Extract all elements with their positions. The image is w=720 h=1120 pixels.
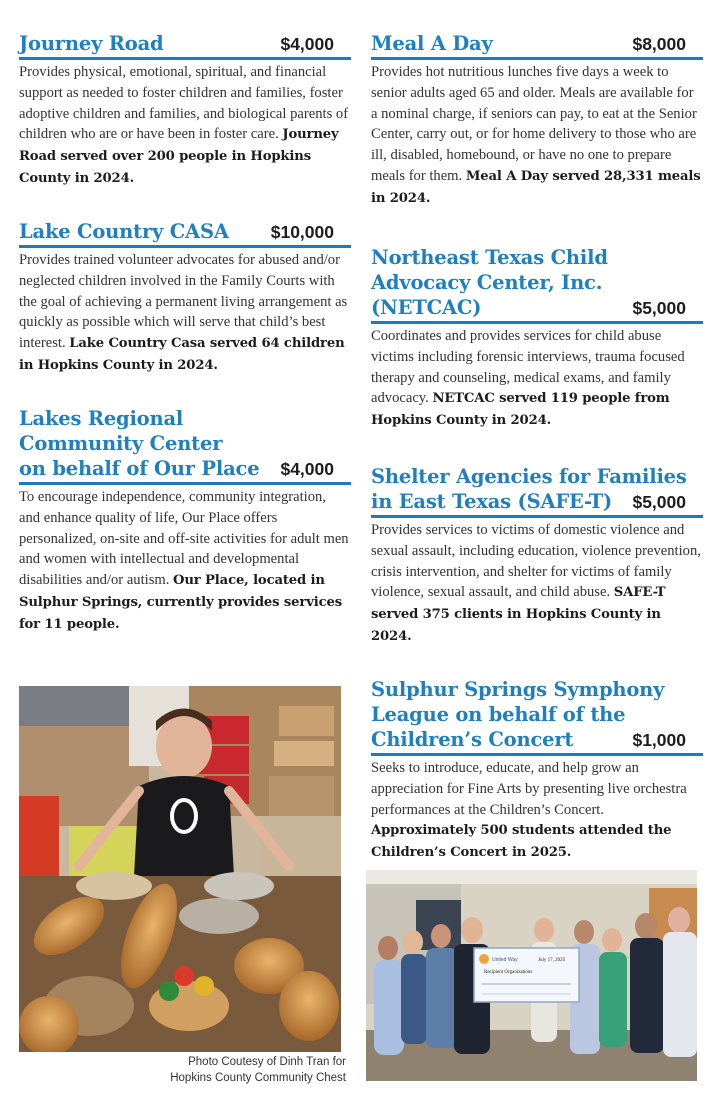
org-title: Shelter Agencies for Families in East Texas (SAFE-T) (371, 465, 687, 513)
grant-amount: $8,000 (632, 34, 686, 54)
grant-amount: $5,000 (632, 298, 686, 318)
org-title: Sulphur Springs Symphony League on behalf of the Children’s Concert (371, 678, 665, 751)
entry-lake-country-casa (19, 219, 351, 377)
impact-statement: Meal A Day served 28,331 meals in 2024. (371, 168, 701, 206)
photo-bread-donation (19, 686, 341, 1052)
entry-netcac (371, 245, 703, 432)
org-title: Northeast Texas Child Advocacy Center, Inc. (NETCAC) (371, 246, 608, 319)
impact-statement: Lake Country Casa served 64 children in Hopkins County in 2024. (19, 336, 345, 373)
check-logo: United Way (492, 957, 518, 963)
org-description (371, 62, 703, 210)
group-photo-illustration (366, 870, 697, 1081)
org-description (19, 487, 351, 636)
check-date: July 17, 2025 (538, 958, 566, 963)
description-text: Provides services to victims of domestic violence and sexual assault, including education, violence prevention, crisis intervention, and shelter for victims of family violence, sexual assault, and child abuse. (371, 522, 701, 601)
description-text: To encourage independence, community integration, and enhance quality of life, Our Place offers personalized, on-site and off-site activities for adult men and women with intellectual and developmental disabilities and/or autism. (19, 489, 349, 589)
description-text: Coordinates and provides services for child abuse victims including forensic interviews, trauma focused therapy and counseling, medical exams, and family advocacy. (371, 328, 685, 407)
caption-line: Hopkins County Community Chest (170, 1072, 346, 1084)
org-title: Lakes Regional Community Center on behalf of Our Place (19, 407, 260, 480)
bread-photo-illustration (19, 686, 341, 1052)
entry-header (19, 219, 351, 248)
entry-journey-road (19, 31, 351, 190)
org-description (371, 326, 703, 432)
photo-check-presentation (366, 870, 697, 1081)
entry-header (19, 31, 351, 60)
entry-header (371, 464, 703, 518)
org-description (19, 62, 351, 190)
org-description (371, 758, 703, 864)
impact-statement: NETCAC served 119 people from Hopkins County in 2024. (371, 391, 670, 429)
description-text: Provides hot nutritious lunches five days a week to senior adults aged 65 and older. Meals are available for a nominal charge, if seniors can pay, to eat at the Senior Center, carry out, or for home delivery to those who are ill, disabled, homebound, or have no one to prepare meals for them. (371, 64, 697, 184)
impact-statement: Journey Road served over 200 people in Hopkins County in 2024. (19, 127, 339, 186)
grant-amount: $10,000 (270, 222, 334, 242)
org-description (371, 520, 703, 648)
caption-line: Photo Coutesy of Dinh Tran for (188, 1056, 346, 1068)
entry-lakes-regional (19, 406, 351, 636)
entry-header (371, 31, 703, 60)
entry-meal-a-day (371, 31, 703, 210)
description-text: Provides physical, emotional, spiritual, and financial support as needed to foster children and families, foster adoptive children and families, and biological parents of children who are or have been in foster care. (19, 64, 349, 143)
grant-amount: $4,000 (280, 34, 334, 54)
big-check (474, 948, 579, 1002)
entry-symphony-league (371, 677, 703, 864)
entry-safe-t (371, 464, 703, 648)
entry-header (371, 677, 703, 756)
impact-statement: SAFE-T served 375 clients in Hopkins County in 2024. (371, 585, 666, 644)
impact-statement: Our Place, located in Sulphur Springs, currently provides services for 11 people. (19, 573, 342, 632)
photo-caption (46, 1054, 346, 1086)
description-text: Seeks to introduce, educate, and help grow an appreciation for Fine Arts by presenting live orchestra performances at the Children’s Concert. (371, 760, 687, 818)
org-title: Meal A Day (371, 32, 493, 55)
org-description (19, 250, 351, 377)
entry-header (19, 406, 351, 485)
org-title: Lake Country CASA (19, 220, 229, 243)
grant-amount: $5,000 (632, 492, 686, 512)
grant-amount: $1,000 (632, 730, 686, 750)
grant-amount: $4,000 (280, 459, 334, 479)
check-payee: Recipient Organizations (484, 970, 533, 975)
org-title: Journey Road (19, 32, 164, 55)
impact-statement: Approximately 500 students attended the Children’s Concert in 2025. (371, 823, 672, 861)
description-text: Provides trained volunteer advocates for abused and/or neglected children involved in the Family Courts with the goal of achieving a permanent living arrangement as quickly as possible which will serve that child’s best interest. (19, 252, 348, 352)
entry-header (371, 245, 703, 324)
